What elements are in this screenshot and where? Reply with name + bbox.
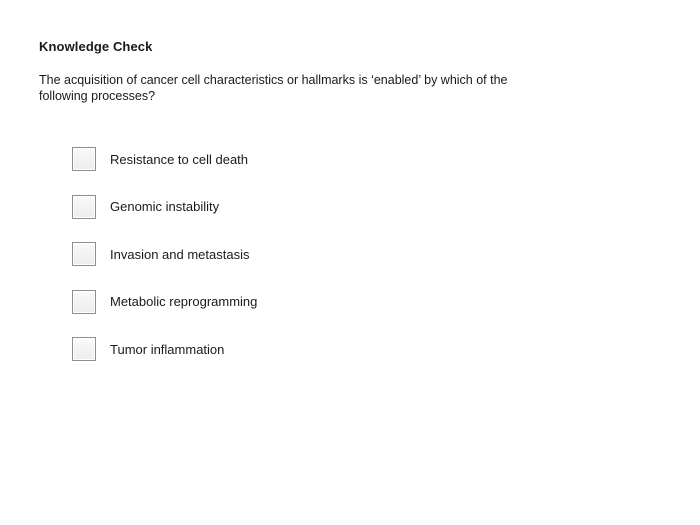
checkbox[interactable] [72, 290, 96, 314]
answer-option-metabolic-reprogramming[interactable] [72, 289, 257, 315]
answer-option-invasion-and-metastasis[interactable] [72, 241, 257, 267]
option-label: Metabolic reprogramming [110, 294, 258, 309]
option-label: Genomic instability [110, 199, 220, 214]
answer-options-list [72, 146, 257, 384]
option-label: Resistance to cell death [110, 151, 249, 167]
question-text: The acquisition of cancer cell characteristics or hallmarks is ‘enabled’ by which of the following processes? [39, 73, 508, 103]
answer-option-genomic-instability[interactable] [72, 194, 257, 220]
checkbox[interactable] [72, 147, 96, 171]
checkbox[interactable] [72, 242, 96, 266]
checkbox[interactable] [72, 195, 96, 219]
answer-option-resistance-to-cell-death[interactable] [72, 146, 257, 172]
quiz-title: Knowledge Check [39, 39, 153, 54]
answer-option-tumor-inflammation[interactable] [72, 336, 257, 362]
option-label: Invasion and metastasis [110, 246, 250, 262]
checkbox[interactable] [72, 337, 96, 361]
option-label: Tumor inflammation [110, 341, 225, 357]
